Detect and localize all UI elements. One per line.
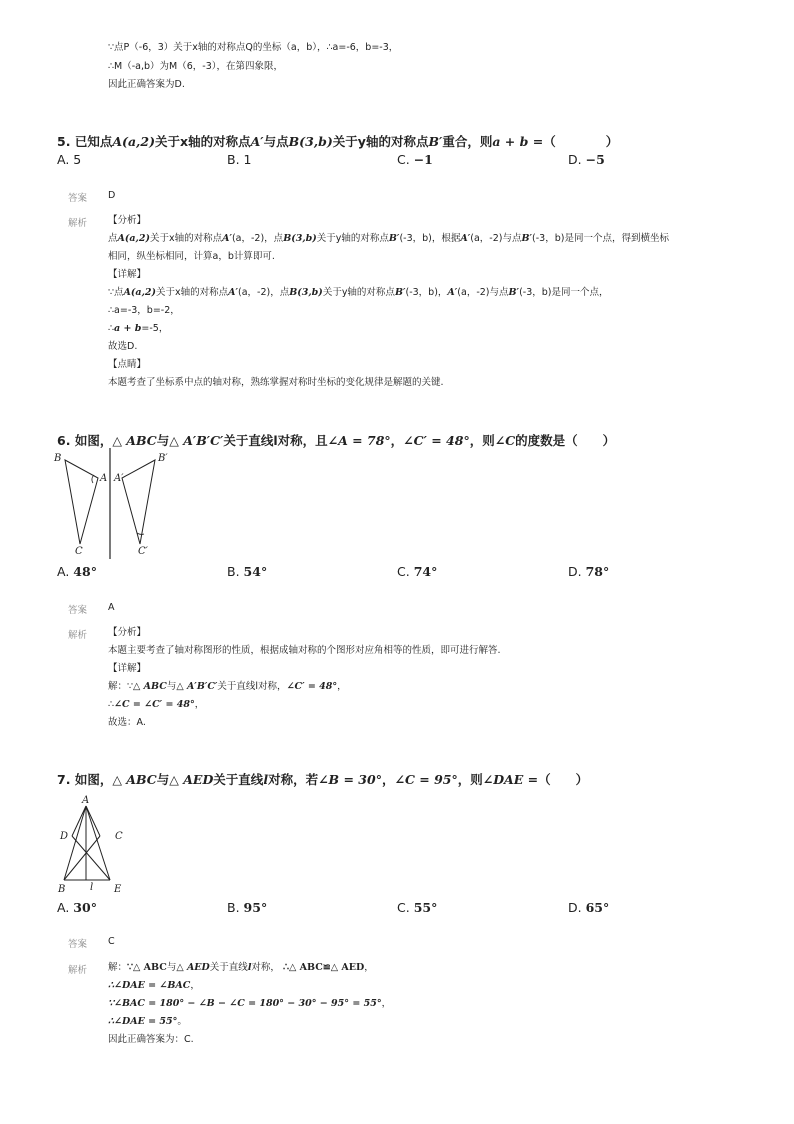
segment-bc bbox=[64, 836, 100, 880]
text: 对称， bbox=[251, 962, 280, 973]
text: ∴ bbox=[108, 699, 115, 710]
option-math: 78° bbox=[585, 564, 610, 579]
math: ∴∠DAE = 55° bbox=[108, 1016, 178, 1027]
question-number: 6. bbox=[57, 433, 71, 448]
math: △ A′B′C′ bbox=[169, 433, 224, 448]
option-d bbox=[568, 564, 609, 579]
section-heading: 【点睛】 bbox=[108, 359, 147, 370]
math: ∠C = 95° bbox=[394, 772, 458, 787]
stem-text: （ ） bbox=[538, 772, 589, 787]
question-number: 7. bbox=[57, 772, 71, 787]
option-b bbox=[227, 564, 267, 579]
prev-solution-line-1: ∵点P（-6，3）关于x轴的对称点Q的坐标（a，b），∴a=-6，b=-3， bbox=[108, 42, 399, 53]
option-a: A. 5 bbox=[57, 152, 82, 167]
question-number: 5. bbox=[57, 134, 71, 149]
option-d bbox=[568, 900, 609, 915]
solution-line bbox=[108, 998, 391, 1010]
option-label: B. bbox=[227, 900, 240, 915]
option-label: D. bbox=[568, 900, 582, 915]
stem-text: 关于y轴的对称点 bbox=[332, 134, 429, 149]
math: ∠C = ∠C′ = 48° bbox=[114, 699, 195, 710]
stem-text: 如图， bbox=[74, 433, 113, 448]
stem-text: 重合，则 bbox=[442, 134, 493, 149]
stem-text: （ ） bbox=[543, 134, 619, 149]
text: ， bbox=[190, 980, 200, 991]
solution-line: 因此正确答案为：C. bbox=[108, 1034, 194, 1045]
question-5-stem bbox=[57, 132, 618, 150]
option-math: 55° bbox=[413, 900, 438, 915]
option-label: D. bbox=[568, 152, 582, 167]
solution-line: 故选：A. bbox=[108, 717, 146, 728]
text: (-3，b)，根据 bbox=[399, 233, 461, 244]
label-b: B bbox=[58, 884, 66, 895]
math: ∠DAE = bbox=[482, 772, 539, 787]
analysis-line bbox=[108, 233, 669, 245]
solution-line: ∴a=-3，b=-2， bbox=[108, 305, 180, 316]
stem-text: 已知点 bbox=[74, 134, 113, 149]
text: (-3，b)是同一个点，得到横坐标 bbox=[532, 233, 669, 244]
text: 与 bbox=[166, 962, 177, 973]
math: ∠C′ = 48° bbox=[403, 433, 470, 448]
stem-text: 与 bbox=[156, 772, 170, 787]
triangle-apbpcp bbox=[122, 460, 155, 544]
label-a: A bbox=[82, 795, 90, 806]
option-math: 30° bbox=[73, 900, 97, 915]
segment-ab bbox=[64, 806, 86, 880]
prev-solution-line-2: ∴M（-a,b）为M（6，-3），在第四象限， bbox=[108, 61, 284, 72]
math: B(3,b) bbox=[288, 134, 333, 149]
text: 关于y轴的对称点 bbox=[316, 233, 389, 244]
text: (-3，b)， bbox=[405, 287, 448, 298]
option-math: 74° bbox=[413, 564, 438, 579]
q7-figure bbox=[50, 792, 135, 898]
stem-text: ，则 bbox=[469, 433, 495, 448]
text: 关于x轴的对称点 bbox=[155, 287, 229, 298]
answer-label: 答案 bbox=[68, 605, 88, 616]
option-math: −1 bbox=[413, 152, 433, 167]
option-label: C. bbox=[397, 152, 410, 167]
stem-text: ， bbox=[381, 772, 395, 787]
stem-text: 的度数是（ ） bbox=[515, 433, 616, 448]
analysis-label: 解析 bbox=[68, 630, 88, 641]
math: △ ABC bbox=[133, 681, 167, 692]
label-a-prime: A′ bbox=[114, 473, 124, 484]
option-c bbox=[397, 564, 437, 579]
text: ∴ bbox=[108, 323, 115, 334]
answer-label: 答案 bbox=[68, 939, 88, 950]
solution-line bbox=[108, 699, 204, 711]
label-c-prime: C′ bbox=[138, 546, 148, 557]
solution-line bbox=[108, 1016, 187, 1028]
segment-ed bbox=[72, 836, 110, 880]
math: △ A′B′C′ bbox=[176, 681, 218, 692]
stem-text: 对称，若 bbox=[268, 772, 319, 787]
text: ， bbox=[194, 699, 205, 710]
answer-label: 答案 bbox=[68, 193, 88, 204]
text: (a，-2)与点 bbox=[470, 233, 522, 244]
text: 关于直线 bbox=[209, 962, 248, 973]
option-math: −5 bbox=[585, 152, 605, 167]
math: △ ABC bbox=[112, 772, 157, 787]
stem-text: 关于直线 bbox=[213, 772, 264, 787]
math: A(a,2) bbox=[123, 287, 156, 298]
option-a bbox=[57, 900, 97, 915]
math: B(3,b) bbox=[289, 287, 323, 298]
math: ∠C bbox=[494, 433, 516, 448]
math: A′ bbox=[228, 287, 238, 298]
text: 解：∵ bbox=[108, 681, 134, 692]
section-heading: 【详解】 bbox=[108, 663, 147, 674]
text: ， bbox=[364, 962, 374, 973]
triangle-abc bbox=[65, 460, 98, 544]
option-math: 48° bbox=[73, 564, 97, 579]
option-d bbox=[568, 152, 605, 167]
label-b-prime: B′ bbox=[158, 453, 168, 464]
option-label: C. bbox=[397, 564, 410, 579]
angle-cp-arc bbox=[137, 533, 144, 534]
math: △ AED bbox=[169, 772, 214, 787]
label-d: D bbox=[60, 831, 69, 842]
math: A(a,2) bbox=[117, 233, 150, 244]
math: l bbox=[247, 962, 252, 973]
analysis-line: 相同，纵坐标相同，计算a，b计算即可. bbox=[108, 251, 275, 262]
math: B(3,b) bbox=[283, 233, 317, 244]
option-math: 95° bbox=[243, 900, 268, 915]
math: ∠C′ = 48° bbox=[286, 681, 338, 692]
math: ∵△ ABC bbox=[127, 962, 167, 973]
option-a bbox=[57, 564, 97, 579]
option-label: C. bbox=[397, 900, 410, 915]
option-label: B. bbox=[227, 564, 240, 579]
label-a: A bbox=[100, 473, 108, 484]
math: B′ bbox=[394, 287, 406, 298]
label-c: C bbox=[75, 546, 83, 557]
text: 关于x轴的对称点 bbox=[149, 233, 223, 244]
text: =-5， bbox=[141, 323, 169, 334]
math: B′ bbox=[508, 287, 520, 298]
text: (a，-2)，点 bbox=[231, 233, 284, 244]
option-c bbox=[397, 152, 433, 167]
section-heading: 【分析】 bbox=[108, 215, 147, 226]
label-e: E bbox=[114, 884, 122, 895]
math: ∠B = 30° bbox=[318, 772, 382, 787]
text: ， bbox=[381, 998, 392, 1009]
prev-solution-line-3: 因此正确答案为D. bbox=[108, 79, 185, 90]
option-label: D. bbox=[568, 564, 582, 579]
option-b: B. 1 bbox=[227, 152, 252, 167]
label-l: l bbox=[90, 882, 94, 893]
math: ∴∠DAE = ∠BAC bbox=[108, 980, 191, 991]
solution-line bbox=[108, 323, 168, 335]
option-label: A. bbox=[57, 564, 70, 579]
math: A′ bbox=[222, 233, 232, 244]
option-math: 54° bbox=[243, 564, 268, 579]
analysis-label: 解析 bbox=[68, 218, 88, 229]
math: ∠A = 78° bbox=[327, 433, 391, 448]
math: A(a,2) bbox=[112, 134, 156, 149]
text: 关于y轴的对称点 bbox=[322, 287, 395, 298]
solution-line bbox=[108, 681, 347, 693]
math: △ ABC bbox=[112, 433, 157, 448]
math: B′ bbox=[428, 134, 443, 149]
text: ∵点 bbox=[108, 287, 124, 298]
text: (a，-2)，点 bbox=[238, 287, 290, 298]
stem-text: ，则 bbox=[457, 772, 483, 787]
math: a + b = bbox=[492, 134, 544, 149]
segment-ad bbox=[72, 806, 86, 836]
math: A′ bbox=[447, 287, 458, 298]
math: ∴△ ABC≌△ AED bbox=[282, 962, 365, 973]
question-7-stem bbox=[57, 770, 588, 788]
math: B′ bbox=[388, 233, 400, 244]
option-b bbox=[227, 900, 267, 915]
stem-text: 如图， bbox=[74, 772, 113, 787]
label-c: C bbox=[115, 831, 123, 842]
solution-line bbox=[108, 980, 200, 992]
text: (a，-2)与点 bbox=[457, 287, 509, 298]
answer-value: C bbox=[108, 936, 115, 947]
math: l bbox=[263, 772, 269, 787]
solution-line bbox=[108, 962, 374, 974]
answer-value: D bbox=[108, 190, 116, 201]
stem-text: ， bbox=[390, 433, 404, 448]
analysis-label: 解析 bbox=[68, 965, 88, 976]
remark-line: 本题考查了坐标系中点的轴对称，熟练掌握对称时坐标的变化规律是解题的关键. bbox=[108, 377, 444, 388]
option-c bbox=[397, 900, 437, 915]
analysis-line: 本题主要考查了轴对称图形的性质，根据成轴对称的个图形对应角相等的性质，即可进行解答. bbox=[108, 645, 501, 656]
text: 解： bbox=[108, 962, 128, 973]
option-label: A. bbox=[57, 900, 70, 915]
stem-text: 关于直线l对称，且 bbox=[223, 433, 328, 448]
math: a + b bbox=[114, 323, 142, 334]
text: 。 bbox=[177, 1016, 187, 1027]
math: A′ bbox=[250, 134, 264, 149]
section-heading: 【分析】 bbox=[108, 627, 147, 638]
text: 关于直线l对称， bbox=[217, 681, 287, 692]
segment-ac bbox=[86, 806, 100, 836]
option-math: 65° bbox=[585, 900, 610, 915]
solution-line bbox=[108, 287, 608, 299]
text: (-3，b)是同一个点， bbox=[519, 287, 609, 298]
text: 与 bbox=[166, 681, 177, 692]
stem-text: 关于x轴的对称点 bbox=[155, 134, 251, 149]
segment-ae bbox=[86, 806, 110, 880]
stem-text: 与点 bbox=[263, 134, 289, 149]
math: △ AED bbox=[176, 962, 210, 973]
q6-figure bbox=[50, 446, 180, 561]
label-b: B bbox=[54, 453, 62, 464]
math: B′ bbox=[521, 233, 533, 244]
answer-value: A bbox=[108, 602, 115, 613]
math: A′ bbox=[460, 233, 471, 244]
math: ∵∠BAC = 180° − ∠B − ∠C = 180° − 30° − 95° = 55° bbox=[108, 998, 382, 1009]
solution-line: 故选D. bbox=[108, 341, 138, 352]
section-heading: 【详解】 bbox=[108, 269, 147, 280]
stem-text: 与 bbox=[156, 433, 170, 448]
text: ， bbox=[337, 681, 347, 692]
text: 点 bbox=[108, 233, 118, 244]
